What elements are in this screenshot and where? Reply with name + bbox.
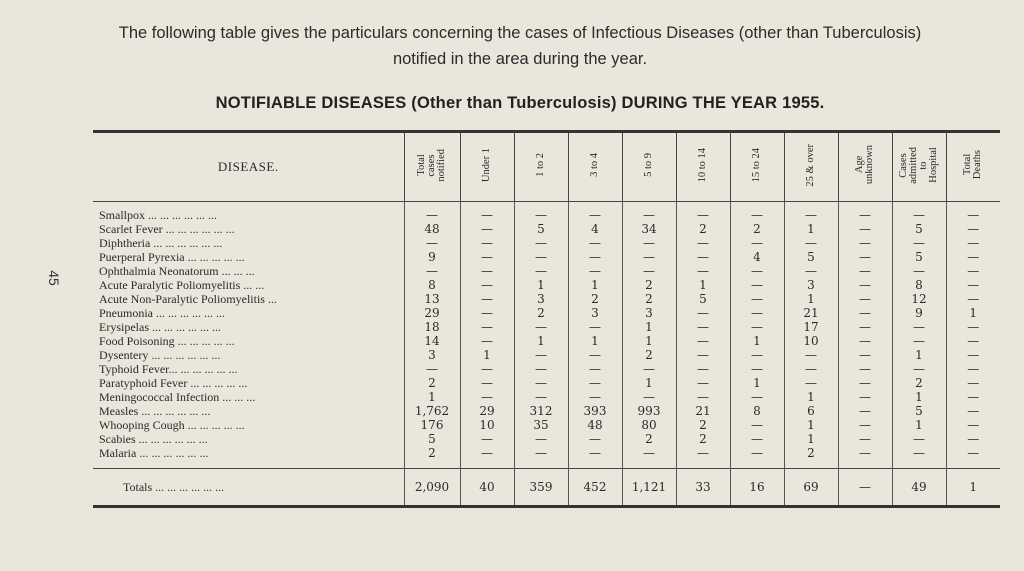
col-label-5to9: 5 to 9 bbox=[643, 153, 654, 177]
table-cell: 21 bbox=[784, 306, 838, 320]
table-cell: — bbox=[730, 292, 784, 306]
table-cell: 2 bbox=[622, 278, 676, 292]
table-row bbox=[93, 202, 1000, 223]
totals-cell: 49 bbox=[892, 469, 946, 507]
table-row bbox=[93, 348, 1000, 362]
table-cell: — bbox=[838, 236, 892, 250]
col-label-age-unknown: Age unknown bbox=[854, 145, 875, 185]
table-cell: — bbox=[784, 264, 838, 278]
table-cell: — bbox=[676, 264, 730, 278]
col-header-under1 bbox=[460, 132, 514, 202]
table-cell: 3 bbox=[568, 306, 622, 320]
table-cell: — bbox=[460, 390, 514, 404]
totals-cell: 33 bbox=[676, 469, 730, 507]
disease-name: Pneumonia ... ... ... ... ... ... bbox=[99, 306, 225, 320]
col-label-hospital: Cases admitted to Hospital bbox=[898, 146, 939, 184]
table-cell: — bbox=[892, 320, 946, 334]
table-cell: 1 bbox=[784, 222, 838, 236]
table-cell: 48 bbox=[568, 418, 622, 432]
table-cell: — bbox=[568, 446, 622, 469]
table-row bbox=[93, 236, 1000, 250]
table-cell: 1 bbox=[568, 278, 622, 292]
table-cell: 1 bbox=[730, 334, 784, 348]
col-header-25plus bbox=[784, 132, 838, 202]
table-cell: — bbox=[730, 432, 784, 446]
table-cell: — bbox=[676, 390, 730, 404]
table-cell: — bbox=[460, 320, 514, 334]
table-cell: 34 bbox=[622, 222, 676, 236]
table-cell: — bbox=[514, 348, 568, 362]
col-header-3to4 bbox=[568, 132, 622, 202]
table-cell: — bbox=[946, 264, 1000, 278]
table-cell: — bbox=[730, 446, 784, 469]
table-cell: — bbox=[460, 334, 514, 348]
table-cell: 29 bbox=[460, 404, 514, 418]
table-cell: — bbox=[946, 222, 1000, 236]
col-label-deaths: Total Deaths bbox=[962, 150, 984, 180]
disease-name: Whooping Cough ... ... ... ... ... bbox=[99, 418, 245, 432]
totals-cell: 16 bbox=[730, 469, 784, 507]
table-cell: 2 bbox=[622, 292, 676, 306]
table-cell: — bbox=[514, 376, 568, 390]
table-cell: 2 bbox=[404, 446, 460, 469]
table-cell: — bbox=[838, 278, 892, 292]
table-cell: — bbox=[514, 432, 568, 446]
table-cell: 21 bbox=[676, 404, 730, 418]
table-cell: 29 bbox=[404, 306, 460, 320]
table-cell: 8 bbox=[404, 278, 460, 292]
table-cell: — bbox=[404, 264, 460, 278]
table-cell: 1 bbox=[622, 320, 676, 334]
col-label-10to14: 10 to 14 bbox=[697, 147, 708, 183]
disease-name: Acute Paralytic Poliomyelitis ... ... bbox=[99, 278, 265, 292]
table-cell: 17 bbox=[784, 320, 838, 334]
table-heading: NOTIFIABLE DISEASES (Other than Tuberculosis) DURING THE YEAR 1955. bbox=[215, 94, 825, 112]
table-cell: 993 bbox=[622, 404, 676, 418]
table-cell: — bbox=[892, 432, 946, 446]
table-row bbox=[93, 446, 1000, 469]
table-cell: — bbox=[838, 404, 892, 418]
table-cell: 9 bbox=[892, 306, 946, 320]
col-header-hospital bbox=[892, 132, 946, 202]
table-cell: — bbox=[946, 292, 1000, 306]
col-header-1to2 bbox=[514, 132, 568, 202]
table-cell: — bbox=[946, 202, 1000, 223]
table-cell: — bbox=[514, 264, 568, 278]
table-cell: — bbox=[892, 202, 946, 223]
table-cell: — bbox=[568, 236, 622, 250]
table-cell: — bbox=[838, 264, 892, 278]
col-label-under1: Under 1 bbox=[481, 147, 492, 183]
table-cell: — bbox=[946, 320, 1000, 334]
totals-cell: 1 bbox=[946, 469, 1000, 507]
table-cell: — bbox=[946, 404, 1000, 418]
table-cell: — bbox=[514, 446, 568, 469]
col-header-total bbox=[404, 132, 460, 202]
table-cell: 48 bbox=[404, 222, 460, 236]
table-cell: 1,762 bbox=[404, 404, 460, 418]
col-label-1to2: 1 to 2 bbox=[535, 153, 546, 177]
table-cell: — bbox=[730, 278, 784, 292]
table-cell: — bbox=[676, 376, 730, 390]
table-row bbox=[93, 432, 1000, 446]
col-header-5to9 bbox=[622, 132, 676, 202]
table-cell: 18 bbox=[404, 320, 460, 334]
table-cell: — bbox=[784, 348, 838, 362]
table-cell: — bbox=[946, 362, 1000, 376]
table-cell: — bbox=[568, 250, 622, 264]
table-cell: — bbox=[892, 446, 946, 469]
table-cell: 1 bbox=[676, 278, 730, 292]
table-cell: — bbox=[676, 250, 730, 264]
table-cell: — bbox=[404, 362, 460, 376]
table-cell: — bbox=[838, 418, 892, 432]
table-cell: 8 bbox=[730, 404, 784, 418]
intro-paragraph: The following table gives the particulars concerning the cases of Infectious Diseases (other than Tuberculosis) notified in the area during the year. bbox=[118, 24, 922, 68]
table-cell: 3 bbox=[404, 348, 460, 362]
table-cell: 3 bbox=[622, 306, 676, 320]
col-header-15to24 bbox=[730, 132, 784, 202]
table-cell: — bbox=[838, 432, 892, 446]
table-cell: 1 bbox=[784, 292, 838, 306]
table-cell: — bbox=[622, 362, 676, 376]
table-cell: 2 bbox=[622, 432, 676, 446]
table-cell: — bbox=[838, 334, 892, 348]
table-cell: — bbox=[946, 390, 1000, 404]
table-cell: 35 bbox=[514, 418, 568, 432]
table-cell: — bbox=[784, 376, 838, 390]
disease-name: Puerperal Pyrexia ... ... ... ... ... bbox=[99, 250, 245, 264]
table-cell: 1 bbox=[514, 278, 568, 292]
table-row bbox=[93, 404, 1000, 418]
table-cell: — bbox=[460, 264, 514, 278]
table-cell: — bbox=[568, 348, 622, 362]
table-cell: 1 bbox=[892, 418, 946, 432]
table-cell: — bbox=[568, 390, 622, 404]
table-cell: — bbox=[730, 202, 784, 223]
table-cell: — bbox=[460, 306, 514, 320]
table-row bbox=[93, 306, 1000, 320]
table-cell: — bbox=[514, 320, 568, 334]
table-cell: — bbox=[676, 348, 730, 362]
table-cell: 312 bbox=[514, 404, 568, 418]
disease-name: Malaria ... ... ... ... ... ... bbox=[99, 446, 209, 460]
table-cell: 3 bbox=[514, 292, 568, 306]
table-cell: — bbox=[460, 446, 514, 469]
header-row bbox=[93, 132, 1000, 202]
table-row bbox=[93, 222, 1000, 236]
table-cell: — bbox=[946, 278, 1000, 292]
table-cell: — bbox=[460, 222, 514, 236]
totals-row bbox=[93, 469, 1000, 507]
table-cell: — bbox=[460, 362, 514, 376]
table-cell: — bbox=[946, 348, 1000, 362]
table-cell: — bbox=[622, 202, 676, 223]
table-cell: — bbox=[568, 362, 622, 376]
table-cell: — bbox=[460, 376, 514, 390]
table-cell: 80 bbox=[622, 418, 676, 432]
table-cell: — bbox=[568, 376, 622, 390]
table-cell: — bbox=[730, 306, 784, 320]
table-cell: — bbox=[838, 362, 892, 376]
table-cell: 2 bbox=[784, 446, 838, 469]
disease-name: Typhoid Fever... ... ... ... ... ... bbox=[99, 362, 238, 376]
col-label-total: Total cases notified bbox=[416, 148, 447, 182]
table-cell: — bbox=[676, 202, 730, 223]
table-cell: — bbox=[676, 334, 730, 348]
table-cell: — bbox=[838, 390, 892, 404]
table-cell: 12 bbox=[892, 292, 946, 306]
table-cell: — bbox=[460, 202, 514, 223]
disease-name: Acute Non-Paralytic Poliomyelitis ... bbox=[99, 292, 277, 306]
table-cell: 2 bbox=[676, 418, 730, 432]
table-cell: — bbox=[404, 236, 460, 250]
totals-cell: 2,090 bbox=[404, 469, 460, 507]
table-cell: — bbox=[622, 446, 676, 469]
table-cell: 2 bbox=[622, 348, 676, 362]
table-row bbox=[93, 376, 1000, 390]
table-cell: — bbox=[730, 390, 784, 404]
table-cell: 3 bbox=[784, 278, 838, 292]
table-cell: 1 bbox=[946, 306, 1000, 320]
table-row bbox=[93, 250, 1000, 264]
table-cell: — bbox=[946, 334, 1000, 348]
table-cell: — bbox=[838, 320, 892, 334]
table-cell: — bbox=[514, 202, 568, 223]
table-row bbox=[93, 320, 1000, 334]
table-cell: 10 bbox=[460, 418, 514, 432]
diseases-table-container bbox=[93, 130, 984, 508]
table-cell: 176 bbox=[404, 418, 460, 432]
table-cell: 5 bbox=[892, 222, 946, 236]
table-cell: — bbox=[730, 348, 784, 362]
table-cell: — bbox=[892, 264, 946, 278]
table-row bbox=[93, 390, 1000, 404]
table-cell: — bbox=[676, 362, 730, 376]
table-cell: — bbox=[514, 390, 568, 404]
table-cell: 5 bbox=[892, 404, 946, 418]
table-cell: 13 bbox=[404, 292, 460, 306]
table-cell: 2 bbox=[730, 222, 784, 236]
table-cell: — bbox=[460, 278, 514, 292]
table-cell: — bbox=[784, 362, 838, 376]
table-cell: — bbox=[622, 264, 676, 278]
table-cell: — bbox=[676, 446, 730, 469]
table-cell: — bbox=[622, 236, 676, 250]
col-header-10to14 bbox=[676, 132, 730, 202]
disease-name: Dysentery ... ... ... ... ... ... bbox=[99, 348, 221, 362]
disease-name: Ophthalmia Neonatorum ... ... ... bbox=[99, 264, 255, 278]
table-cell: — bbox=[404, 202, 460, 223]
table-cell: — bbox=[730, 320, 784, 334]
table-cell: — bbox=[892, 334, 946, 348]
table-cell: — bbox=[838, 446, 892, 469]
disease-name: Scarlet Fever ... ... ... ... ... ... bbox=[99, 222, 235, 236]
table-cell: — bbox=[946, 236, 1000, 250]
table-cell: — bbox=[514, 362, 568, 376]
disease-name: Paratyphoid Fever ... ... ... ... ... bbox=[99, 376, 248, 390]
table-cell: — bbox=[838, 376, 892, 390]
table-cell: — bbox=[460, 292, 514, 306]
table-cell: — bbox=[568, 320, 622, 334]
table-cell: — bbox=[730, 418, 784, 432]
table-cell: 1 bbox=[892, 348, 946, 362]
disease-name: Smallpox ... ... ... ... ... ... bbox=[99, 208, 218, 222]
col-label-25plus: 25 & over bbox=[805, 143, 816, 187]
table-cell: — bbox=[460, 250, 514, 264]
col-label-15to24: 15 to 24 bbox=[751, 147, 762, 183]
table-row bbox=[93, 362, 1000, 376]
table-cell: 5 bbox=[514, 222, 568, 236]
totals-cell: — bbox=[838, 469, 892, 507]
table-cell: 1 bbox=[784, 390, 838, 404]
table-cell: 1 bbox=[892, 390, 946, 404]
col-header-disease: DISEASE. bbox=[93, 132, 404, 202]
table-cell: 1 bbox=[460, 348, 514, 362]
table-cell: — bbox=[676, 236, 730, 250]
disease-name: Food Poisoning ... ... ... ... ... bbox=[99, 334, 235, 348]
table-cell: — bbox=[676, 306, 730, 320]
table-cell: — bbox=[784, 236, 838, 250]
table-row bbox=[93, 278, 1000, 292]
table-cell: 1 bbox=[514, 334, 568, 348]
table-cell: — bbox=[568, 264, 622, 278]
table-cell: 1 bbox=[622, 376, 676, 390]
table-cell: 1 bbox=[568, 334, 622, 348]
table-cell: 1 bbox=[404, 390, 460, 404]
table-cell: 1 bbox=[622, 334, 676, 348]
table-cell: 5 bbox=[676, 292, 730, 306]
table-cell: 1 bbox=[730, 376, 784, 390]
table-cell: — bbox=[730, 362, 784, 376]
totals-cell: 359 bbox=[514, 469, 568, 507]
table-cell: 5 bbox=[404, 432, 460, 446]
table-cell: 4 bbox=[568, 222, 622, 236]
table-cell: — bbox=[892, 362, 946, 376]
table-cell: 1 bbox=[784, 432, 838, 446]
table-cell: — bbox=[892, 236, 946, 250]
totals-cell: 40 bbox=[460, 469, 514, 507]
table-cell: 10 bbox=[784, 334, 838, 348]
table-cell: 2 bbox=[514, 306, 568, 320]
table-cell: — bbox=[622, 390, 676, 404]
table-cell: 2 bbox=[676, 222, 730, 236]
table-cell: — bbox=[946, 376, 1000, 390]
table-cell: 2 bbox=[404, 376, 460, 390]
table-cell: — bbox=[730, 236, 784, 250]
table-cell: — bbox=[946, 418, 1000, 432]
totals-cell: 452 bbox=[568, 469, 622, 507]
table-cell: — bbox=[838, 250, 892, 264]
table-cell: 14 bbox=[404, 334, 460, 348]
table-cell: — bbox=[838, 306, 892, 320]
col-header-deaths bbox=[946, 132, 1000, 202]
totals-label: Totals ... ... ... ... ... ... bbox=[93, 469, 404, 507]
table-cell: — bbox=[568, 202, 622, 223]
table-cell: — bbox=[838, 202, 892, 223]
disease-name: Diphtheria ... ... ... ... ... ... bbox=[99, 236, 223, 250]
table-cell: — bbox=[622, 250, 676, 264]
table-cell: 8 bbox=[892, 278, 946, 292]
table-cell: — bbox=[514, 236, 568, 250]
table-cell: — bbox=[568, 432, 622, 446]
table-cell: 9 bbox=[404, 250, 460, 264]
table-row bbox=[93, 292, 1000, 306]
table-cell: 1 bbox=[784, 418, 838, 432]
table-cell: 2 bbox=[568, 292, 622, 306]
table-body bbox=[93, 202, 1000, 469]
totals-cell: 69 bbox=[784, 469, 838, 507]
totals-cell: 1,121 bbox=[622, 469, 676, 507]
table-cell: 2 bbox=[892, 376, 946, 390]
table-cell: 6 bbox=[784, 404, 838, 418]
table-cell: 5 bbox=[892, 250, 946, 264]
page-number: 45 bbox=[45, 270, 62, 286]
table-cell: — bbox=[460, 236, 514, 250]
disease-name: Measles ... ... ... ... ... ... bbox=[99, 404, 211, 418]
table-row bbox=[93, 334, 1000, 348]
table-cell: 4 bbox=[730, 250, 784, 264]
table-cell: — bbox=[460, 432, 514, 446]
table-cell: — bbox=[676, 320, 730, 334]
table-cell: — bbox=[838, 292, 892, 306]
disease-name: Erysipelas ... ... ... ... ... ... bbox=[99, 320, 221, 334]
table-cell: — bbox=[784, 202, 838, 223]
table-cell: — bbox=[946, 446, 1000, 469]
table-cell: — bbox=[946, 432, 1000, 446]
disease-name: Meningococcal Infection ... ... ... bbox=[99, 390, 256, 404]
table-cell: — bbox=[838, 222, 892, 236]
table-cell: 393 bbox=[568, 404, 622, 418]
table-row bbox=[93, 418, 1000, 432]
notifiable-diseases-table bbox=[93, 130, 1000, 508]
table-cell: — bbox=[838, 348, 892, 362]
table-cell: 2 bbox=[676, 432, 730, 446]
table-cell: — bbox=[730, 264, 784, 278]
col-label-3to4: 3 to 4 bbox=[589, 153, 600, 177]
col-header-age-unknown bbox=[838, 132, 892, 202]
table-cell: 5 bbox=[784, 250, 838, 264]
table-row bbox=[93, 264, 1000, 278]
table-cell: — bbox=[514, 250, 568, 264]
disease-name: Scabies ... ... ... ... ... ... bbox=[99, 432, 208, 446]
table-cell: — bbox=[946, 250, 1000, 264]
